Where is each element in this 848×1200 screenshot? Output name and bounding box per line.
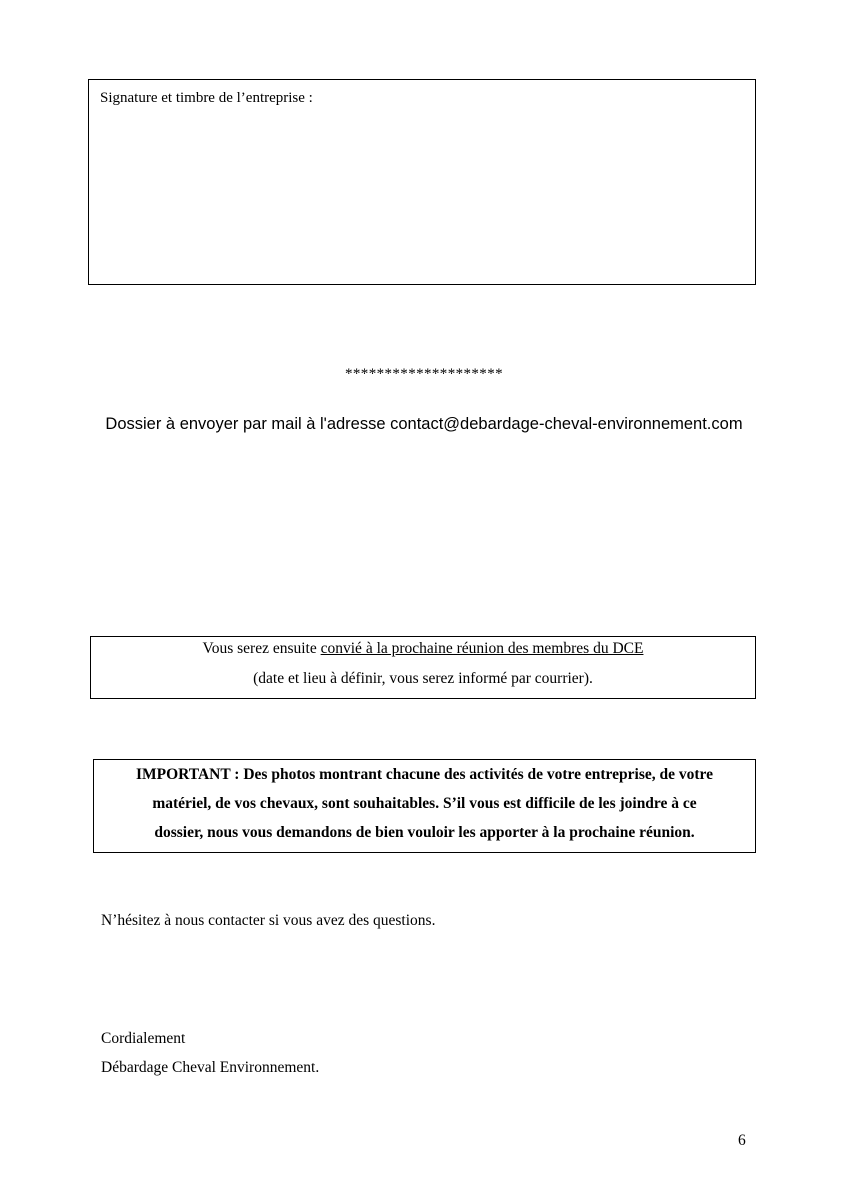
important-line2: matériel, de vos chevaux, sont souhaitables. S’il vous est difficile de les joindre à ce xyxy=(152,795,697,812)
separator-asterisks: ******************** xyxy=(345,366,503,382)
meeting-notice-underlined: convié à la prochaine réunion des membres du DCE xyxy=(320,640,644,657)
important-notice-box xyxy=(93,759,756,853)
signature-label: Signature et timbre de l’entreprise : xyxy=(100,90,313,106)
important-line1: IMPORTANT : Des photos montrant chacune des activités de votre entreprise, de votre xyxy=(135,766,714,783)
meeting-notice-box xyxy=(90,636,756,699)
email-instruction: Dossier à envoyer par mail à l'adresse contact@debardage-cheval-environnement.com xyxy=(105,415,743,433)
company-signature: Débardage Cheval Environnement. xyxy=(101,1059,320,1076)
meeting-notice-line1 xyxy=(91,640,755,658)
closing-salutation: Cordialement xyxy=(101,1030,186,1047)
contact-invitation: N’hésitez à nous contacter si vous avez des questions. xyxy=(101,912,436,929)
page-number: 6 xyxy=(738,1132,746,1149)
meeting-notice-line2: (date et lieu à définir, vous serez informé par courrier). xyxy=(253,670,593,687)
meeting-notice-prefix: Vous serez ensuite xyxy=(202,640,321,657)
signature-stamp-box xyxy=(88,79,756,285)
important-line3: dossier, nous vous demandons de bien vouloir les apporter à la prochaine réunion. xyxy=(154,824,695,841)
